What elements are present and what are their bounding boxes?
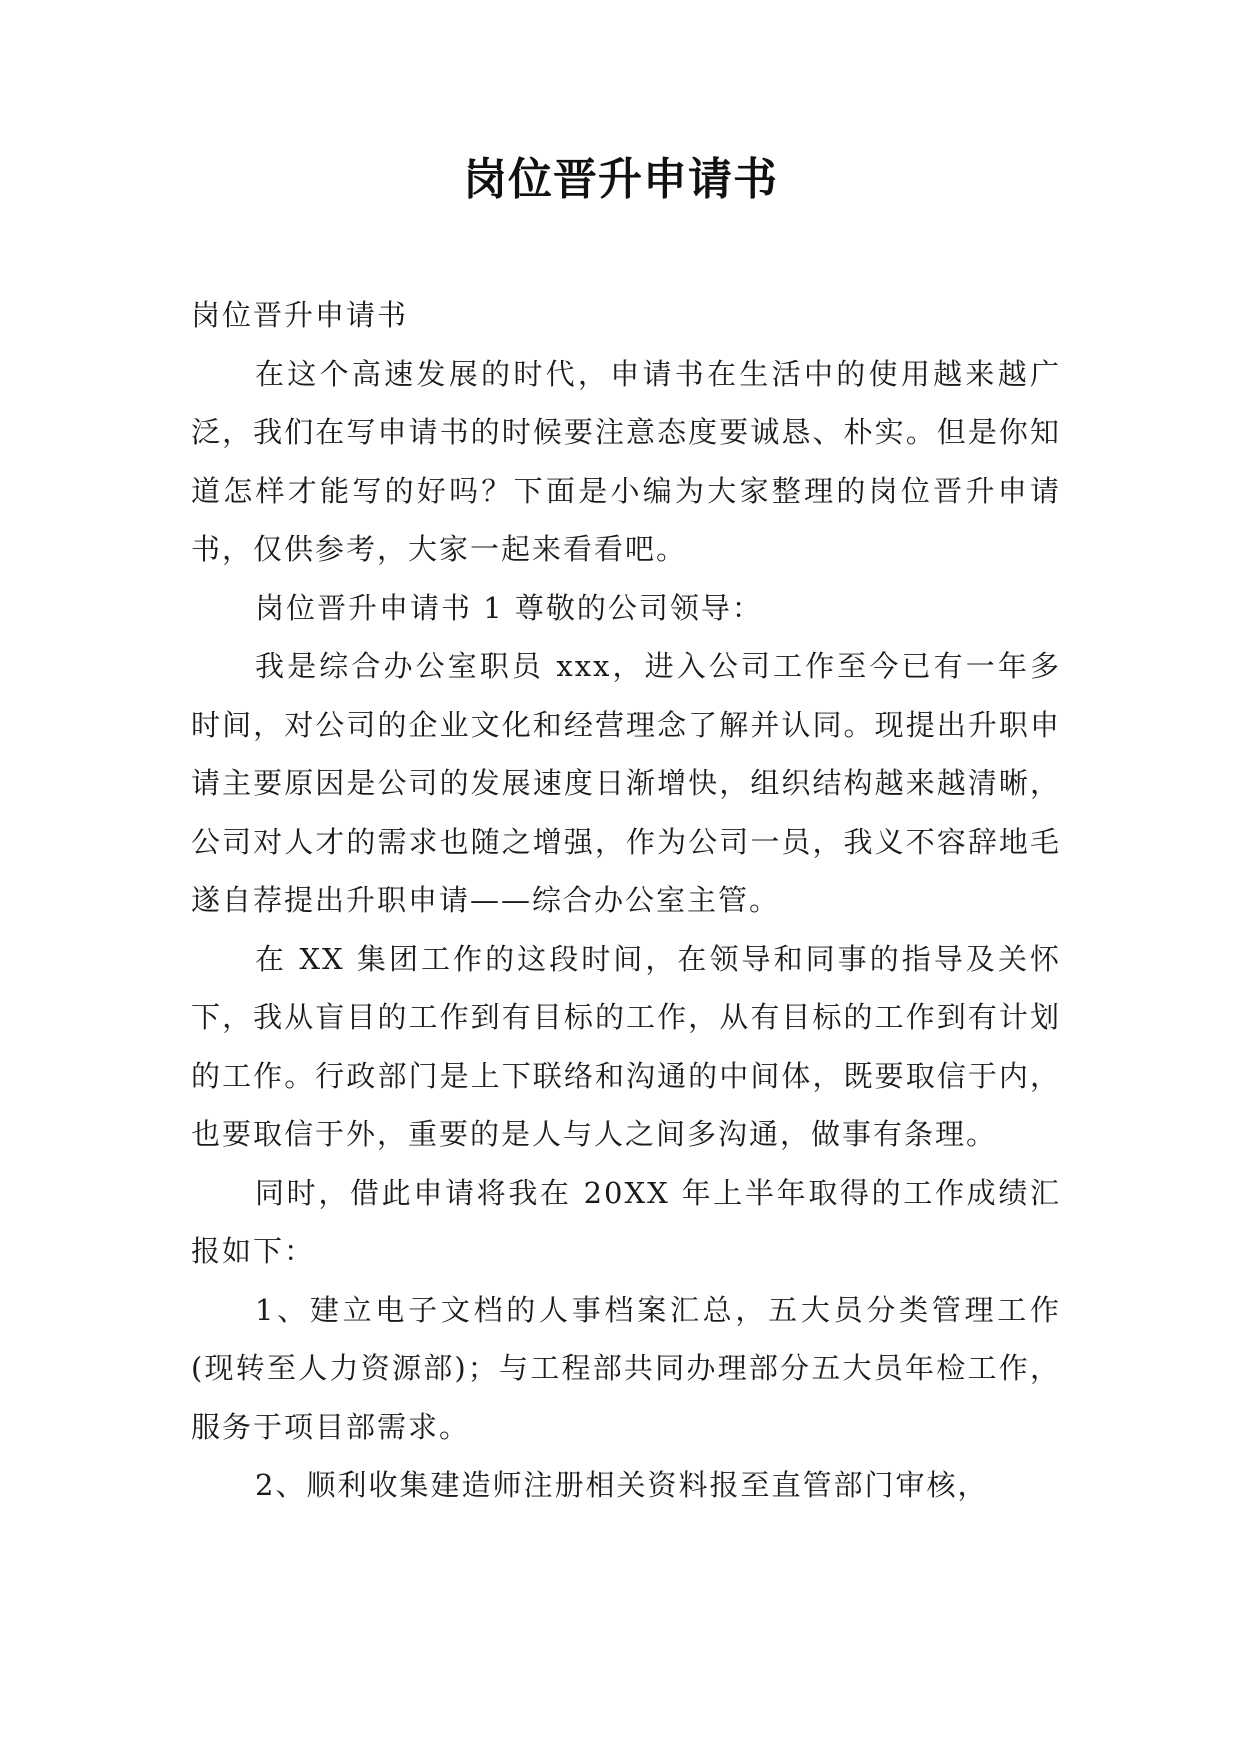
paragraph-intro: 在这个高速发展的时代，申请书在生活中的使用越来越广泛，我们在写申请书的时候要注意态度要诚恳、朴实。但是你知道怎样才能写的好吗？下面是小编为大家整理的岗位晋升申请书，仅供参考，大家一起来看看吧。 [191, 356, 1061, 566]
paragraph-achievements-intro: 同时，借此申请将我在 20XX 年上半年取得的工作成绩汇报如下： [191, 1175, 1061, 1268]
paragraph-achievement-1: 1、建立电子文档的人事档案汇总，五大员分类管理工作(现转至人力资源部)；与工程部共同办理部分五大员年检工作，服务于项目部需求。 [191, 1292, 1061, 1444]
paragraph-salutation: 岗位晋升申请书 1 尊敬的公司领导： [255, 590, 763, 625]
document-body [191, 286, 1061, 1515]
paragraph-work-experience: 在 XX 集团工作的这段时间，在领导和同事的指导及关怀下，我从盲目的工作到有目标的工作，从有目标的工作到有计划的工作。行政部门是上下联络和沟通的中间体，既要取信于内，也要取信于外，重要的是人与人之间多沟通，做事有条理。 [191, 941, 1061, 1151]
paragraph-self-introduction: 我是综合办公室职员 xxx，进入公司工作至今已有一年多时间，对公司的企业文化和经营理念了解并认同。现提出升职申请主要原因是公司的发展速度日渐增快，组织结构越来越清晰，公司对人才的需求也随之增强，作为公司一员，我义不容辞地毛遂自荐提出升职申请——综合办公室主管。 [191, 649, 1061, 917]
document-title: 岗位晋升申请书 [463, 154, 778, 205]
body-heading: 岗位晋升申请书 [191, 298, 409, 332]
paragraph-achievement-2: 2、顺利收集建造师注册相关资料报至直管部门审核， [255, 1468, 989, 1502]
